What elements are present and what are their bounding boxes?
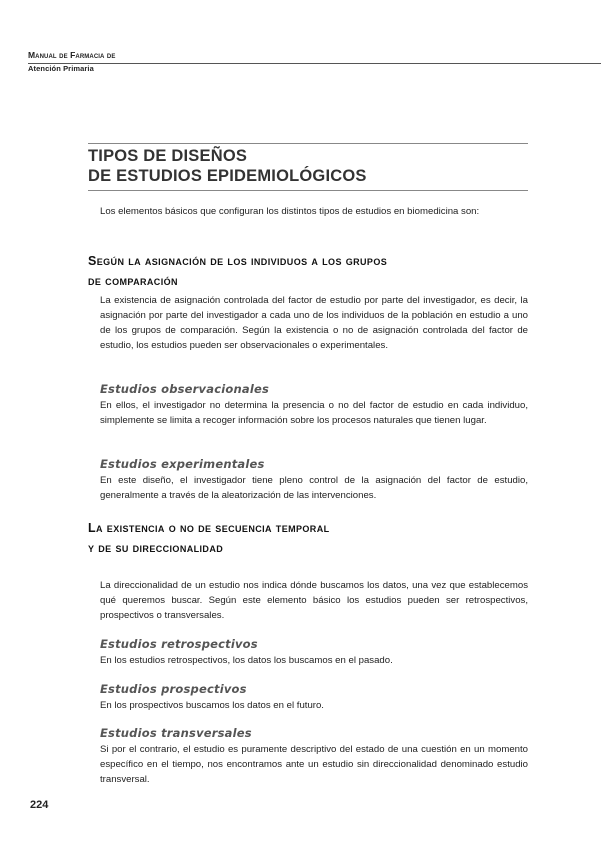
section2-sub2-paragraph: En los prospectivos buscamos los datos en el futuro. — [100, 700, 324, 711]
header-rule — [28, 63, 601, 64]
title-rule-top — [88, 143, 528, 144]
title-rule-bottom — [88, 190, 528, 191]
section2-sub1-title: Estudios retrospectivos — [100, 637, 258, 651]
page-title-line1: TIPOS DE DISEÑOS — [88, 147, 248, 165]
section2-heading — [88, 518, 528, 558]
section1-heading — [88, 251, 528, 291]
running-header — [28, 49, 115, 75]
section1-heading-line2: de comparación — [88, 274, 178, 288]
section2-heading-line1: La existencia o no de secuencia temporal — [88, 521, 330, 535]
section1-heading-line1: Según la asignación de los individuos a los grupos — [88, 254, 388, 268]
page-title-line2: DE ESTUDIOS EPIDEMIOLÓGICOS — [88, 167, 367, 185]
page-title — [88, 146, 528, 186]
running-header-line1: Manual de Farmacia de — [28, 50, 116, 60]
section1-sub1-paragraph: En ellos, el investigador no determina la presencia o no del factor de estudio en cada individuo, simplemente se limita a recoger información sobre los procesos naturales que tienen lugar. — [100, 400, 528, 426]
section2-sub2-title: Estudios prospectivos — [100, 682, 247, 696]
section2-sub3-paragraph: Si por el contrario, el estudio es puramente descriptivo del estado de una cuestión en un momento específico en el tiempo, nos encontramos ante un estudio sin direccionalidad denominado estudio transversal. — [100, 744, 528, 785]
section2-sub1-paragraph: En los estudios retrospectivos, los datos los buscamos en el pasado. — [100, 655, 393, 666]
section2-paragraph: La direccionalidad de un estudio nos indica dónde buscamos los datos, una vez que establecemos qué queremos buscar. Según este elemento básico los estudios pueden ser retrospectivos, prospectivos o transversales. — [100, 580, 528, 621]
section1-sub2-title: Estudios experimentales — [100, 457, 265, 471]
intro-paragraph: Los elementos básicos que configuran los distintos tipos de estudios en biomedicina son: — [100, 206, 480, 217]
running-header-line2: Atención Primaria — [28, 64, 94, 73]
section1-paragraph: La existencia de asignación controlada del factor de estudio por parte del investigador, es decir, la asignación por parte del investigador a cada uno de los individuos de la población en estudio a uno de los grupos de comparación. Según la existencia o no de asignación controlada del factor de estudio, los estudios pueden ser observacionales o experimentales. — [100, 295, 528, 351]
section2-sub3-title: Estudios transversales — [100, 726, 252, 740]
page-number: 224 — [30, 799, 49, 811]
section2-heading-line2: y de su direccionalidad — [88, 541, 224, 555]
section1-sub1-title: Estudios observacionales — [100, 382, 270, 396]
section1-sub2-paragraph: En este diseño, el investigador tiene pleno control de la asignación del factor de estudio, generalmente a través de la aleatorización de las intervenciones. — [100, 475, 528, 501]
